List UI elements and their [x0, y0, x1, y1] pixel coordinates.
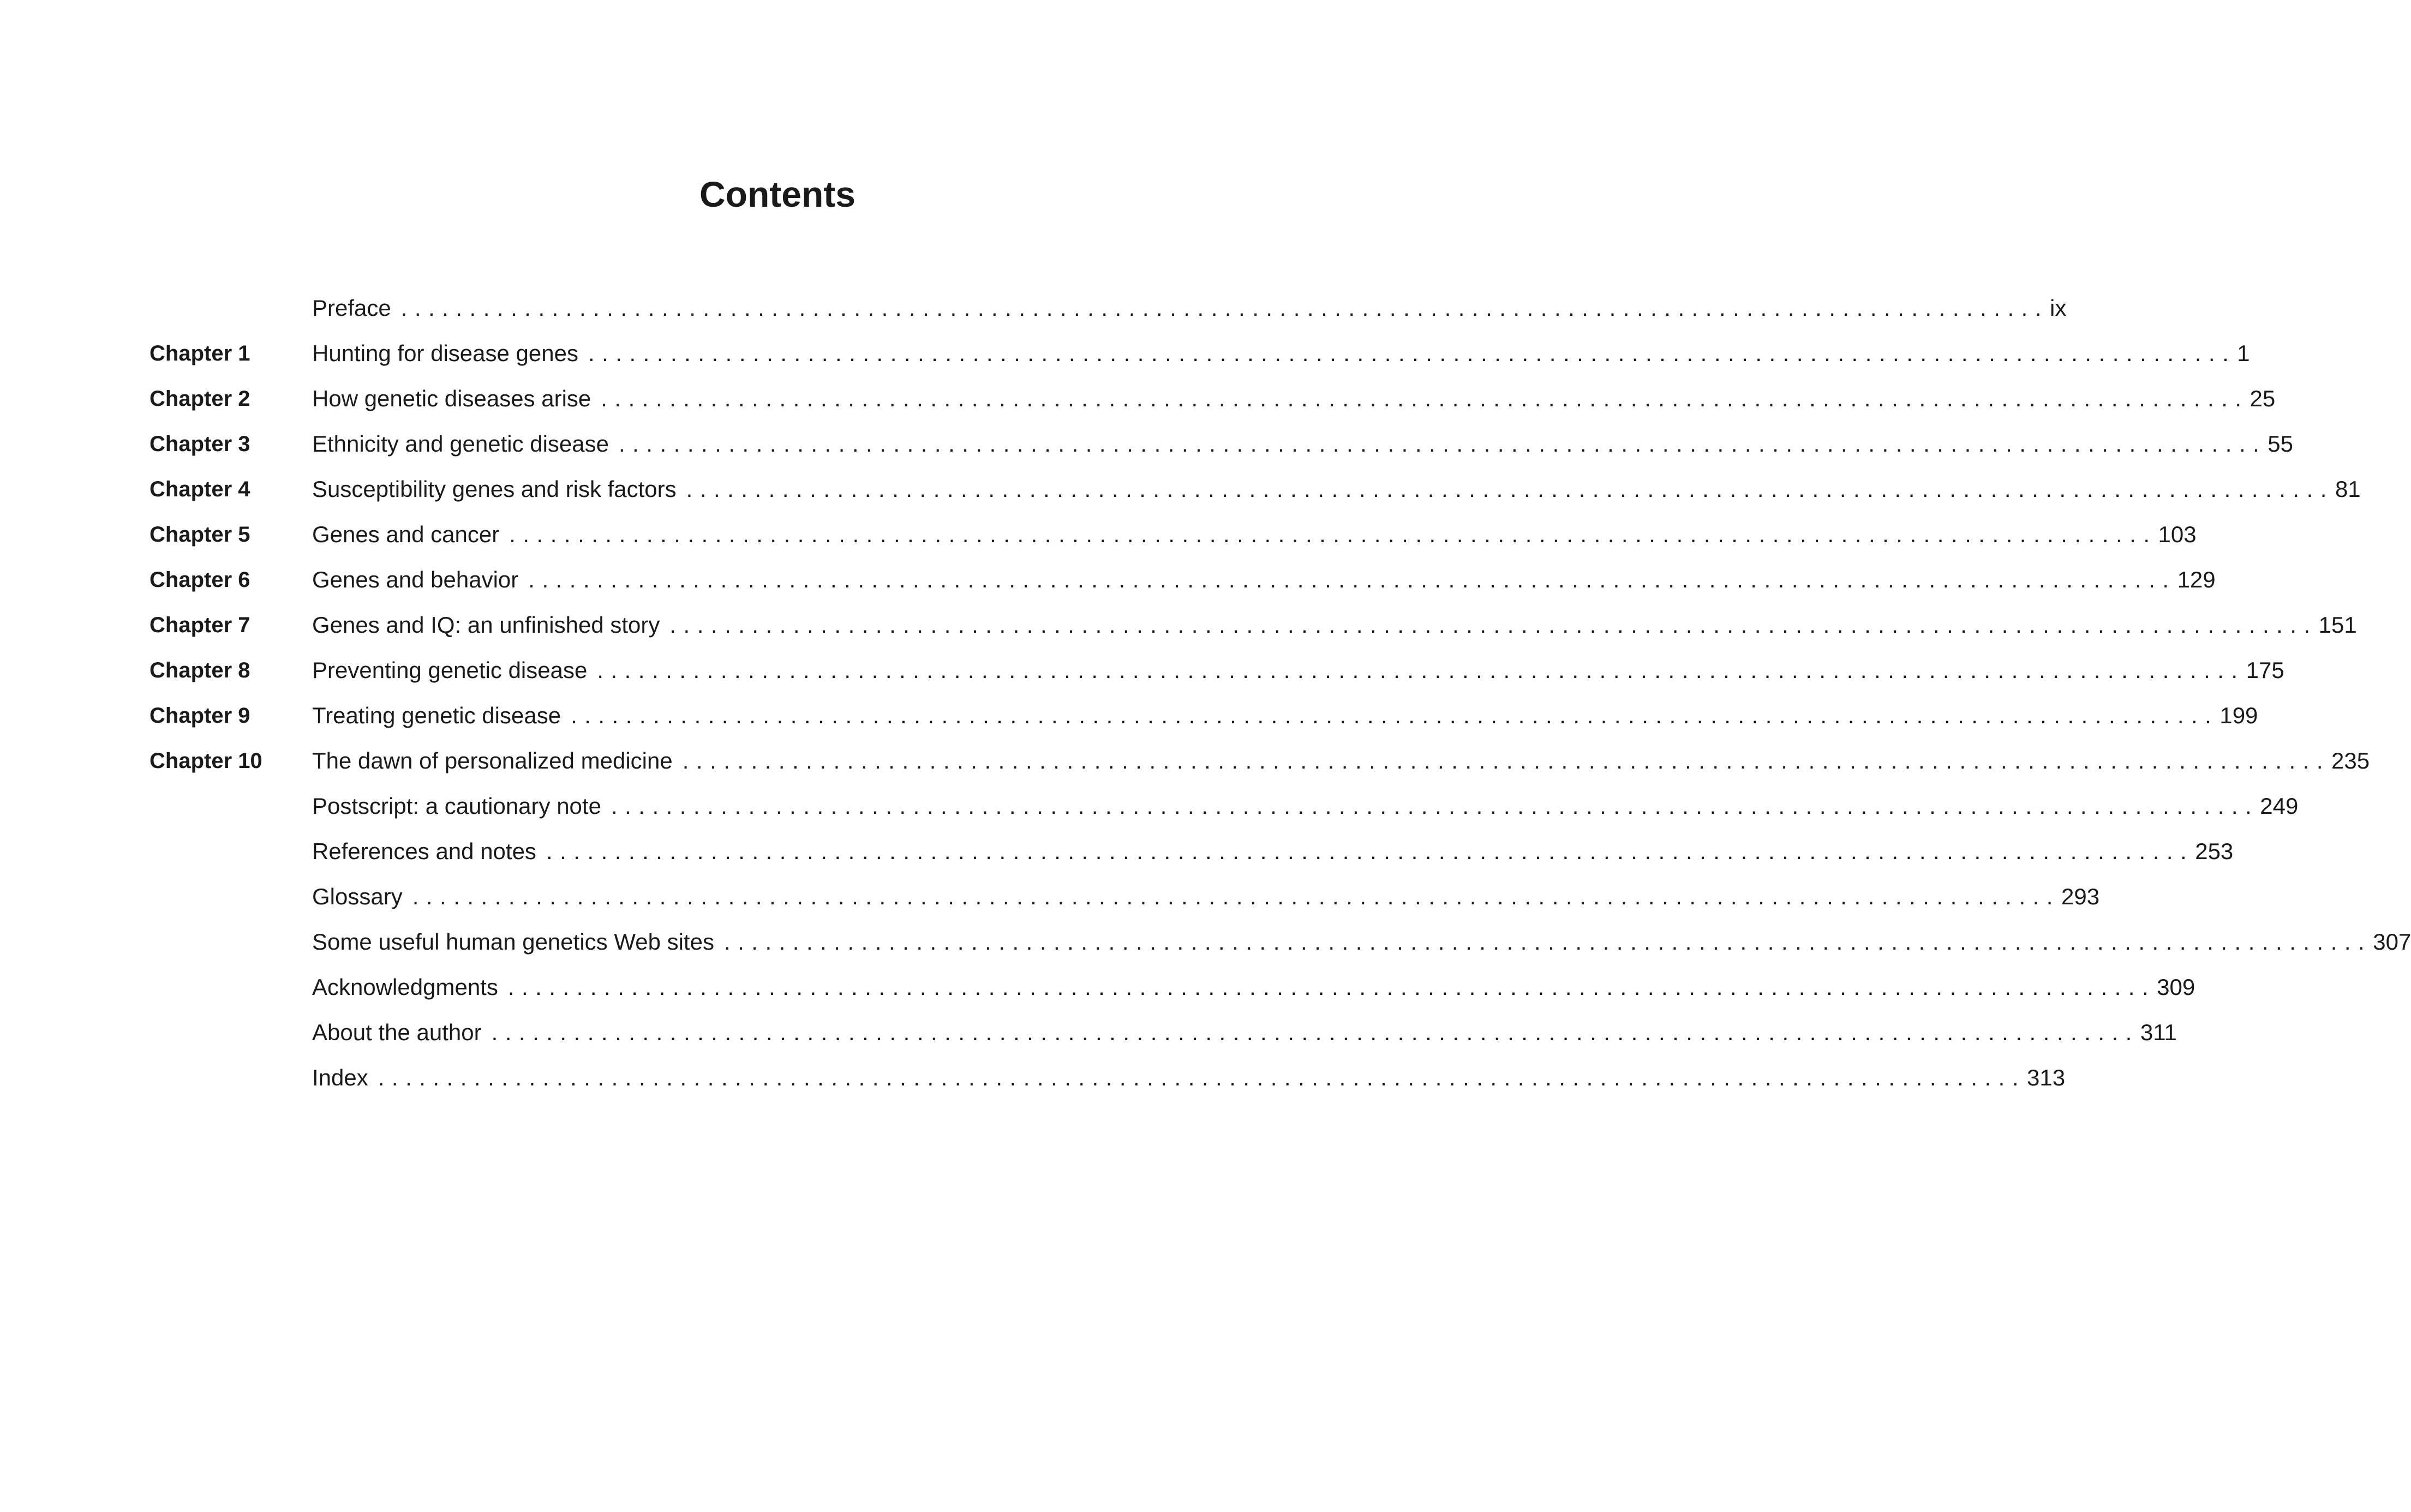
toc-chapter-label: Chapter 1 — [149, 341, 250, 365]
toc-entry — [312, 697, 2258, 735]
toc-entry-title: How genetic diseases arise — [312, 386, 591, 411]
toc-row — [0, 742, 2370, 787]
dot-leader: ........................................................................................................................ — [509, 521, 2157, 547]
toc-row — [0, 515, 2197, 561]
toc-chapter-label: Chapter 8 — [149, 658, 250, 682]
toc-page-number: 1 — [2237, 340, 2250, 366]
toc-row — [0, 832, 2234, 878]
toc-page-number: 309 — [2157, 974, 2195, 1000]
toc-row — [0, 561, 2216, 606]
toc-row — [0, 878, 2100, 923]
toc-page-number: 55 — [2268, 431, 2294, 457]
page-title: Contents — [699, 174, 855, 214]
toc-row — [0, 334, 2250, 380]
toc-entry-title: Index — [312, 1065, 368, 1090]
toc-row — [0, 787, 2299, 832]
toc-entry — [312, 651, 2284, 689]
toc-page-number: ix — [2050, 295, 2067, 321]
toc-chapter-label: Chapter 3 — [149, 432, 250, 456]
toc-entry — [312, 742, 2370, 780]
dot-leader: ........................................................................................................................ — [528, 567, 2176, 592]
toc-entry — [312, 515, 2197, 554]
dot-leader: ........................................................................................................................ — [546, 838, 2194, 864]
toc-page-number: 25 — [2250, 386, 2276, 411]
toc-chapter-label: Chapter 4 — [149, 477, 250, 501]
dot-leader: ........................................................................................................................ — [507, 974, 2156, 1000]
toc-entry-title: The dawn of personalized medicine — [312, 748, 673, 773]
toc-chapter-label: Chapter 7 — [149, 613, 250, 637]
dot-leader: ........................................................................................................................ — [588, 340, 2236, 366]
toc-entry — [312, 832, 2234, 871]
toc-entry-title: Preventing genetic disease — [312, 657, 588, 683]
toc-entry — [312, 380, 2276, 418]
toc-entry-title: Ethnicity and genetic disease — [312, 431, 609, 457]
toc-entry — [312, 1013, 2177, 1052]
toc-row — [0, 606, 2357, 651]
toc-page-number: 307 — [2373, 929, 2411, 955]
toc-page-number: 311 — [2140, 1019, 2177, 1045]
toc-row — [0, 697, 2258, 742]
toc-row — [0, 425, 2294, 470]
toc-entry — [312, 923, 2411, 961]
dot-leader: ........................................................................................................................ — [412, 884, 2060, 909]
toc-entry — [312, 878, 2100, 916]
toc-entry-title: Genes and IQ: an unfinished story — [312, 612, 660, 638]
toc-entry — [312, 561, 2216, 599]
toc-entry-title: Treating genetic disease — [312, 703, 561, 728]
toc-entry — [312, 470, 2361, 508]
dot-leader: ........................................................................................................................ — [723, 929, 2372, 955]
toc-entry-title: Postscript: a cautionary note — [312, 793, 601, 819]
toc-chapter-label: Chapter 10 — [149, 749, 262, 773]
toc-page-number: 129 — [2177, 567, 2216, 592]
toc-entry-title: Glossary — [312, 884, 403, 909]
toc-entry — [312, 968, 2195, 1006]
dot-leader: ........................................................................................................................ — [611, 793, 2259, 819]
toc-entry — [312, 1059, 2066, 1097]
toc-chapter-label: Chapter 6 — [149, 568, 250, 592]
toc-entry-title: Some useful human genetics Web sites — [312, 929, 714, 955]
dot-leader: ........................................................................................................................ — [378, 1065, 2026, 1090]
dot-leader: ........................................................................................................................ — [571, 703, 2219, 728]
toc-row — [0, 1013, 2177, 1059]
dot-leader: ........................................................................................................................ — [686, 476, 2334, 502]
toc-entry-title: Preface — [312, 295, 391, 321]
dot-leader: ........................................................................................................................ — [669, 612, 2318, 638]
toc-page-number: 199 — [2219, 703, 2258, 728]
toc-entry-title: Susceptibility genes and risk factors — [312, 476, 677, 502]
toc-row — [0, 968, 2195, 1013]
toc-entry — [312, 787, 2299, 825]
toc-row — [0, 1059, 2066, 1104]
toc-entry-title: References and notes — [312, 838, 536, 864]
toc-entry-title: Genes and cancer — [312, 521, 500, 547]
dot-leader: ........................................................................................................................ — [682, 748, 2331, 773]
toc-row — [0, 289, 2067, 334]
toc-entry-title: Genes and behavior — [312, 567, 519, 592]
dot-leader: ........................................................................................................................ — [601, 386, 2249, 411]
toc-page-number: 313 — [2027, 1065, 2066, 1090]
toc-page-number: 81 — [2335, 476, 2361, 502]
dot-leader: ........................................................................................................................ — [400, 295, 2049, 321]
toc-entry-title: About the author — [312, 1019, 482, 1045]
toc-row — [0, 923, 2411, 968]
dot-leader: ........................................................................................................................ — [619, 431, 2267, 457]
dot-leader: ........................................................................................................................ — [597, 657, 2245, 683]
toc-row — [0, 380, 2276, 425]
toc-page-number: 103 — [2158, 521, 2197, 547]
toc-row — [0, 470, 2361, 515]
toc-chapter-label: Chapter 9 — [149, 704, 250, 728]
toc-entry-title: Hunting for disease genes — [312, 340, 578, 366]
toc-page-number: 175 — [2246, 657, 2284, 683]
toc-entry-title: Acknowledgments — [312, 974, 498, 1000]
toc-page-number: 151 — [2318, 612, 2357, 638]
toc-page-number: 293 — [2061, 884, 2100, 909]
toc-page-number: 249 — [2260, 793, 2299, 819]
toc-page-number: 253 — [2195, 838, 2234, 864]
toc-row — [0, 651, 2284, 697]
toc-chapter-label: Chapter 5 — [149, 523, 250, 547]
dot-leader: ........................................................................................................................ — [491, 1019, 2139, 1045]
toc-entry — [312, 289, 2067, 327]
toc-chapter-label: Chapter 2 — [149, 387, 250, 411]
toc-entry — [312, 425, 2294, 463]
toc-entry — [312, 606, 2357, 644]
toc-entry — [312, 334, 2250, 373]
toc-page-number: 235 — [2331, 748, 2370, 773]
